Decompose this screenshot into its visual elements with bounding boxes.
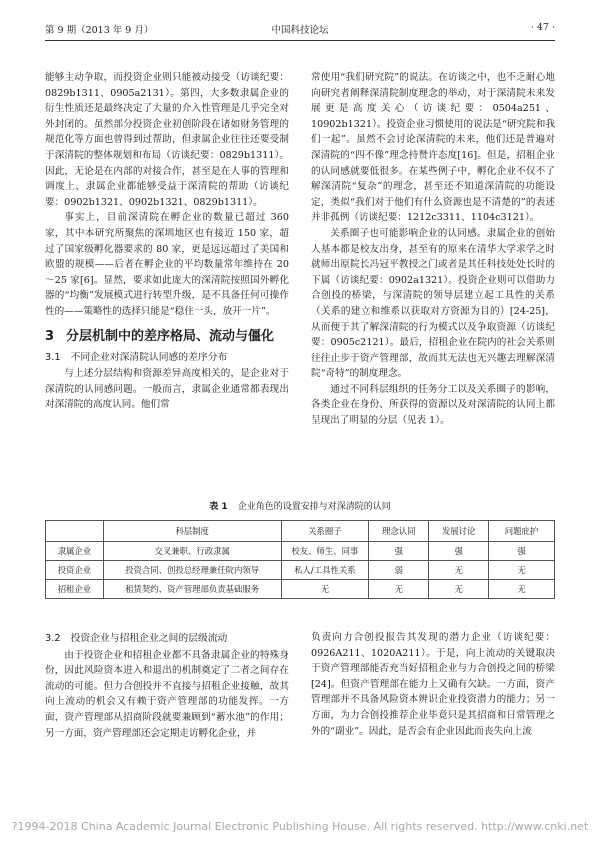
paragraph: 通过不同科层组织的任务分工以及关系圈子的影响，各类企业在身份、所获得的资源以及对深清院的认同上都呈现出了明显的分层（见表 1）。 <box>311 383 555 427</box>
paragraph: 关系圈子也可能影响企业的认同感。隶属企业的创始人基本都是校友出身，甚至有的原来在清华大学求学之时就师出原院长冯冠平教授之门或者是其任科技处处长时的下属（访谈纪要：0902a1321）。投资企业则可以借助力合创投的桥梁，与深清院的领导层建立起工具性的关系（关系的建立和维系以获取对方资源为目的）[24-25]，从而便于其了解深清院的行为模式以及争取资源（访谈纪要：0905c2121）。最后，招租企业在院内的社会关系则往往止步于资产管理部，故而其无法也无兴趣去理解深清院“奇特”的制度理念。 <box>311 227 555 380</box>
left-column-lower <box>45 630 289 741</box>
table-cell: 强 <box>369 542 429 561</box>
running-header <box>45 22 555 36</box>
table-cell: 无 <box>489 580 555 599</box>
table-cell: 无 <box>281 580 369 599</box>
subsection-number: 3.2 <box>45 633 61 644</box>
table-cell: 无 <box>429 561 489 580</box>
table-header-cell: 问题庇护 <box>489 521 555 542</box>
table-header-cell: 关系圈子 <box>281 521 369 542</box>
header-rule <box>45 40 555 41</box>
paragraph: 与上述分层结构和资源差异高度相关的，是企业对于深清院的认同感问题。一般而言，隶属企业通常都表现出对深清院的高度认同。他们常 <box>45 368 289 411</box>
paragraph: 能够主动争取，而投资企业则只能被动接受（访谈纪要：0829b1311、0905a2131）。第四，大多数隶属企业的衍生性质还是最终决定了大量的介入性管理是几乎完全对外封闭的。虽然部分投资企业初创阶段在诸如财务管理的规范化等方面也曾得到过帮助，但隶属企业往往还要受制于深清院的整体规划和布局（访谈纪要：0829b1311）。因此，无论是在内部的对接合作，甚至是在人事的管理和调度上，隶属企业都能够受益于深清院的帮助（访谈纪要：0902b1321、0902b1321、0829b1311）。 <box>45 72 289 208</box>
table-caption <box>0 499 600 512</box>
table-header-cell: 发展讨论 <box>429 521 489 542</box>
subsection-title: 不同企业对深清院认同感的差序分布 <box>70 351 228 363</box>
left-column-upper <box>45 70 289 413</box>
section-heading <box>45 327 289 346</box>
paragraph: 负责向力合创投报告其发现的潜力企业（访谈纪要：0926A211、1020A211）。于是，向上流动的关键取决于资产管理部能否充当好招租企业与力合创投之间的桥梁[24]。但资产管理部在能力上又确有欠缺。一方面，资产管理部并不具备风险资本辨识企业投资潜力的能力；另一方面，为力合创投推荐企业毕竟只是其招商和日常管理之外的“副业”。因此，是否会有企业因此而丧失向上流 <box>311 632 555 737</box>
enterprise-role-table <box>45 520 555 599</box>
paragraph: 常使用“我们研究院”的说法。在访谈之中，也不乏耐心地向研究者阐释深清院制度理念的举动，对于深清院未来发展更是高度关心（访谈纪要：0504a251、10902b1321）。投资企业习惯使用的说法是“研究院和我们一起”。虽然不会讨论深清院的未来，他们还是普遍对深清院的“四不像”理念持赞许态度[16]。但是，招租企业的认同感就要低很多。在某些例子中，孵化企业不仅不了解深清院“复杂”的理念，甚至还不知道深清院的功能设定，类似“我们对于他们有什么资源也是不清楚的”的表述并非孤例（访谈纪要：1212c3311、1104c3121）。 <box>311 72 555 224</box>
table-cell: 投资企业 <box>46 561 104 580</box>
table-header-cell: 理念认同 <box>369 521 429 542</box>
right-column-upper <box>311 70 555 429</box>
paragraph: 由于投资企业和招租企业都不具备隶属企业的特殊身份，因此风险资本进入和退出的机制奠定了二者之间存在流动的可能。但力合创投并不直接与招租企业接触，故其向上流动的机会又有赖于资产管理部的功能发挥。一方面，资产管理部从招商阶段就要兼顾到“蓄水池”的作用；另一方面，资产管理部还会定期走访孵化企业，并 <box>45 649 289 739</box>
table-cell: 交叉兼职、行政隶属 <box>103 542 281 561</box>
right-column-lower <box>311 630 555 739</box>
table-cell: 租赁契约、资产管理部负责基础服务 <box>103 580 281 599</box>
subsection-number: 3.1 <box>45 351 61 363</box>
table-header-cell <box>46 521 104 542</box>
paragraph: 事实上，目前深清院在孵企业的数量已超过 360 家，其中本研究所聚焦的深圳地区也有接近 150 家，超过了国家级孵化器要求的 80 家，更是远远超过了美国和欧盟的规模——后者在孵企业的平均数量常年维持在 20～25 家[6]。显然，要求如此庞大的深清院按照国外孵化器的“均衡”发展模式进行转型升级，是不具备任何可操作性的——策略性的选择只能是“稳住一头，放开一片”。 <box>45 212 289 317</box>
issue-label: 第 9 期（2013 年 9 月） <box>45 25 154 36</box>
table-cell: 私人/工具性关系 <box>281 561 369 580</box>
table-row <box>46 561 555 580</box>
table-cell: 投资合同、创投总经理兼任院内领导 <box>103 561 281 580</box>
table-header-cell: 科层制度 <box>103 521 281 542</box>
table-row <box>46 542 555 561</box>
table-cell: 无 <box>369 580 429 599</box>
table-title: 企业角色的设置安排与对深清院的认同 <box>237 502 391 512</box>
table-cell: 无 <box>429 580 489 599</box>
table-cell: 强 <box>429 542 489 561</box>
journal-title: 中国科技论坛 <box>271 25 329 36</box>
section-title: 分层机制中的差序格局、流动与僵化 <box>66 328 275 344</box>
subsection-title: 投资企业与招租企业之间的层级流动 <box>70 633 228 644</box>
table-cell: 无 <box>489 561 555 580</box>
table-cell: 弱 <box>369 561 429 580</box>
copyright-watermark: ?1994-2018 China Academic Journal Electronic Publishing House. All rights reserved. http://www.cnki.net <box>11 820 589 833</box>
table-row <box>46 580 555 599</box>
table-cell: 校友、师生、同事 <box>281 542 369 561</box>
subsection-heading <box>45 350 289 366</box>
table-number: 表 1 <box>209 502 228 512</box>
section-number: 3 <box>45 328 55 344</box>
table-cell: 隶属企业 <box>46 542 104 561</box>
subsection-heading <box>45 631 289 647</box>
table-cell: 强 <box>489 542 555 561</box>
table-cell: 招租企业 <box>46 580 104 599</box>
table-header-row <box>46 521 555 542</box>
page-number: · 47 · <box>530 22 555 33</box>
